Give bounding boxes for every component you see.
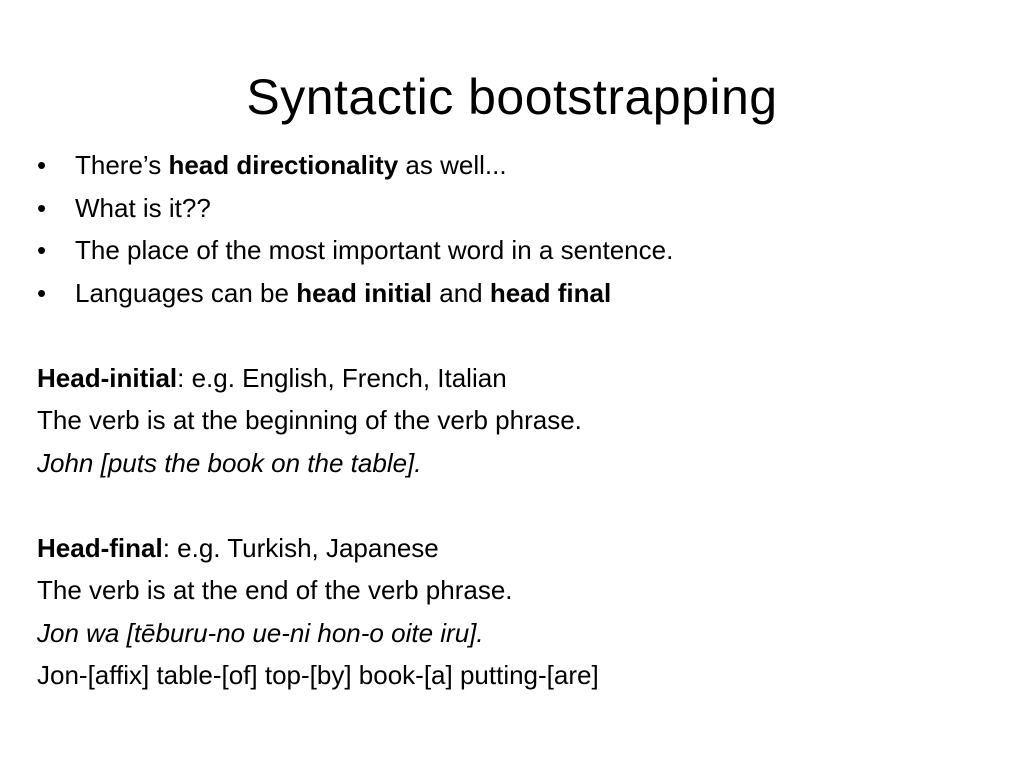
head-final-description: The verb is at the end of the verb phrase.	[37, 575, 513, 605]
bullet-text: What is it??	[75, 192, 211, 223]
bullet-list	[37, 144, 997, 314]
bullet-icon: •	[37, 150, 47, 180]
bullet-text-post: as well...	[398, 150, 507, 180]
bullet-item-languages	[37, 272, 997, 315]
bullet-icon: •	[37, 277, 47, 308]
head-initial-definition-line	[37, 357, 997, 400]
bullet-icon: •	[37, 235, 47, 265]
bullet-item-what-is-it	[37, 187, 997, 230]
spacer	[37, 484, 997, 527]
bullet-text-bold: head directionality	[168, 150, 399, 180]
head-initial-definition: : e.g. English, French, Italian	[177, 362, 507, 393]
head-initial-example: John [puts the book on the table].	[37, 447, 422, 478]
head-final-definition: : e.g. Turkish, Japanese	[162, 532, 439, 563]
head-initial-description: The verb is at the beginning of the verb phrase.	[37, 405, 582, 435]
slide-title: Syntactic bootstrapping	[246, 69, 778, 125]
spacer	[37, 314, 997, 357]
bullet-text-bold-head-final: head final	[489, 277, 612, 308]
bullet-icon: •	[37, 192, 47, 223]
head-initial-term: Head-initial	[37, 362, 178, 393]
head-final-section	[37, 527, 997, 697]
head-final-term: Head-final	[37, 532, 163, 563]
head-initial-section	[37, 357, 997, 485]
bullet-item-place-of-word	[37, 229, 997, 272]
bullet-text-pre: Languages can be	[75, 277, 297, 308]
bullet-text-bold-head-initial: head initial	[296, 277, 433, 308]
head-final-example: Jon wa [tēburu-no ue-ni hon-o oite iru].	[37, 617, 484, 648]
head-final-definition-line	[37, 527, 997, 570]
bullet-text: The place of the most important word in a sentence.	[75, 235, 674, 265]
head-final-gloss: Jon-[affix] table-[of] top-[by] book-[a] putting-[are]	[37, 660, 599, 690]
bullet-text-mid: and	[432, 277, 490, 308]
bullet-text-pre: There’s	[75, 150, 169, 180]
slide-body	[37, 144, 997, 697]
bullet-item-head-directionality	[37, 144, 997, 187]
